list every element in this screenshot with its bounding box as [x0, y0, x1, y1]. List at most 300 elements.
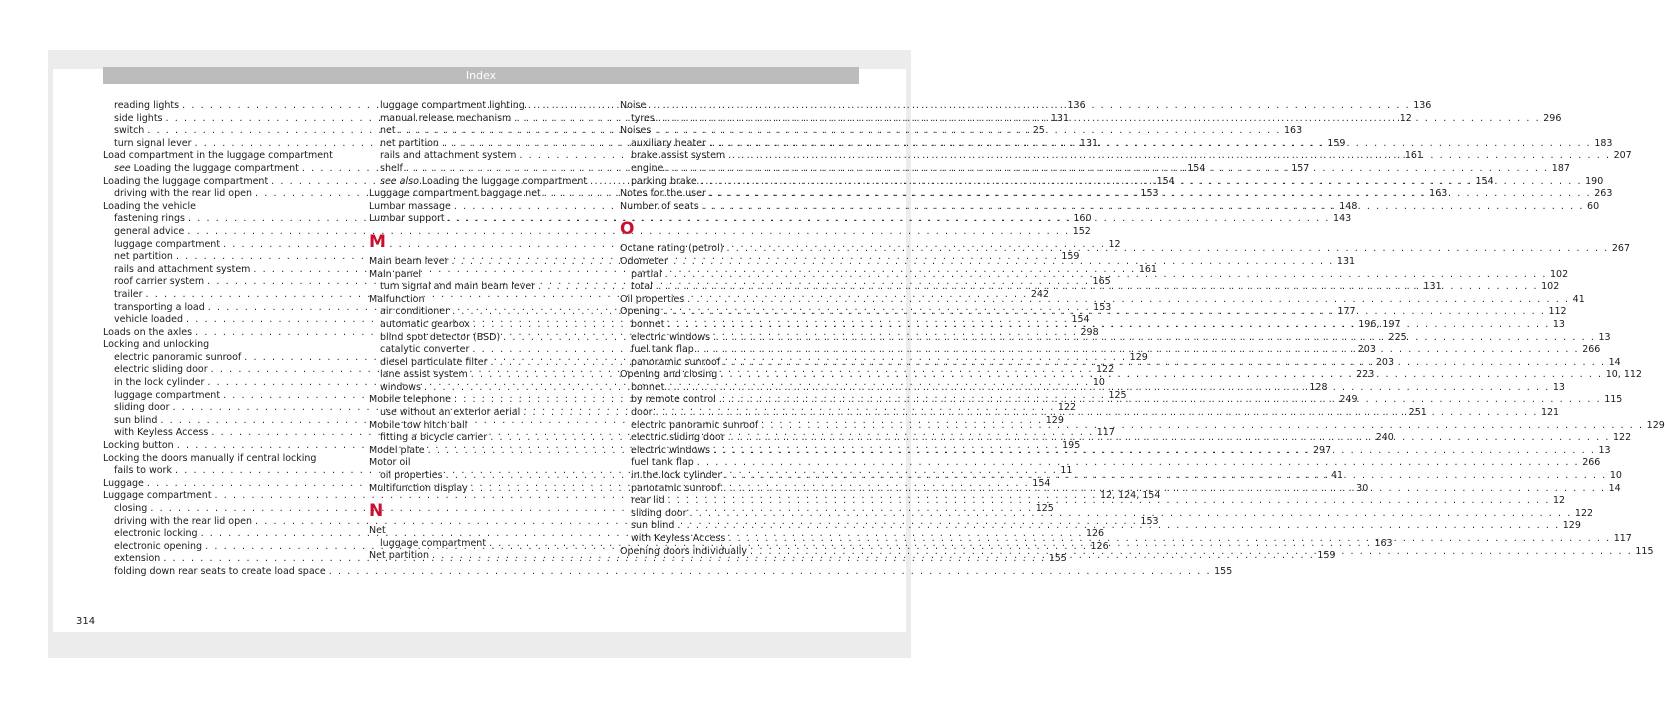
entry-text: engine — [631, 162, 664, 174]
entry-label — [380, 163, 403, 176]
dot-leader — [687, 508, 1575, 521]
entry-text: closing — [114, 503, 148, 514]
page-reference: 266 — [1582, 457, 1601, 469]
entry-label — [114, 302, 205, 315]
entry-label — [631, 520, 674, 533]
entry-text: fuel tank flap — [631, 344, 694, 356]
entry-label — [631, 138, 706, 151]
entry-label — [631, 113, 655, 126]
page-reference: 161 — [1138, 263, 1157, 275]
index-heading: Malfunction — [369, 293, 425, 305]
entry-text: sliding door — [114, 402, 170, 414]
page-reference: 12 — [1399, 112, 1412, 124]
entry-label — [114, 503, 147, 516]
entry-text: Model plate — [369, 444, 425, 456]
index-heading: Locking the doors manually if central locking — [103, 452, 317, 464]
page-reference: 11 — [1060, 465, 1073, 477]
index-heading: Loading the vehicle — [103, 200, 196, 212]
dot-leader — [655, 113, 1543, 126]
entry-text: electric sliding door — [631, 432, 725, 444]
entry-label — [380, 538, 486, 551]
index-subentry[interactable] — [620, 457, 1601, 470]
entry-label — [631, 508, 687, 521]
entry-text: use without an exterior aerial — [380, 407, 521, 419]
dot-leader — [747, 546, 1635, 559]
page-reference: 13 — [1552, 381, 1565, 393]
page-reference: 115 — [1604, 394, 1623, 406]
page-reference: 240 — [1375, 432, 1394, 444]
entry-text: luggage compartment — [380, 537, 487, 549]
dot-leader — [694, 457, 1582, 470]
page-reference: 154 — [1071, 314, 1090, 326]
entry-text: vehicle loaded — [114, 314, 184, 326]
page-reference: 163 — [1429, 188, 1448, 200]
entry-text: switch — [114, 125, 145, 137]
page-reference: 163 — [1374, 537, 1393, 549]
entry-label — [620, 201, 699, 214]
entry-label — [114, 541, 202, 554]
entry-text: catalytic converter — [380, 344, 470, 356]
entry-text: panoramic sunroof — [631, 482, 721, 494]
dot-leader — [710, 445, 1598, 458]
entry-text: luggage compartment — [114, 238, 221, 250]
dot-leader — [723, 243, 1611, 256]
entry-label — [369, 188, 541, 201]
entry-text: turn signal lever — [114, 137, 192, 149]
entry-text: fuel tank flap — [631, 457, 694, 469]
entry-text: rails and attachment system — [114, 263, 251, 275]
page-reference: 136 — [1413, 100, 1432, 111]
entry-label — [631, 470, 721, 483]
index-heading: Load compartment in the luggage compartment — [103, 150, 333, 162]
entry-text: folding down rear seats to create load space — [114, 565, 326, 577]
entry-text: partial — [631, 268, 662, 280]
entry-label — [369, 201, 451, 214]
entry-label — [114, 113, 163, 126]
page-reference: 190 — [1585, 175, 1604, 187]
page-reference: 154 — [1032, 477, 1051, 489]
entry-text: fastening rings — [114, 213, 185, 225]
page-reference: 25 — [1032, 125, 1045, 137]
entry-label — [631, 163, 663, 176]
entry-label — [103, 176, 268, 189]
entry-label — [114, 377, 204, 390]
entry-text: electric sliding door — [114, 364, 208, 376]
entry-text: transporting a load — [114, 301, 205, 313]
entry-text: lane assist system — [380, 369, 468, 381]
page-reference: 159 — [1061, 251, 1080, 263]
dot-leader — [662, 269, 1550, 282]
page-reference: 131 — [1336, 255, 1356, 267]
page-reference: 136 — [1067, 100, 1086, 111]
entry-text: net partition — [380, 137, 439, 149]
entry-label — [620, 369, 717, 382]
page-reference: 131 — [1079, 137, 1099, 149]
see-reference: see also — [380, 175, 419, 187]
entry-label — [631, 281, 653, 294]
entry-text: rear lid — [631, 495, 665, 507]
index-heading: Noise — [620, 100, 647, 111]
entry-text: with Keyless Access — [631, 533, 726, 544]
page-reference: 296 — [1543, 112, 1562, 124]
entry-text: side lights — [114, 112, 163, 124]
entry-text: Luggage — [103, 477, 144, 489]
dot-leader — [706, 188, 1594, 201]
dot-leader — [720, 357, 1608, 370]
entry-label — [380, 281, 535, 294]
index-heading: Net — [369, 525, 386, 537]
index-heading: Mobile tow hitch ball — [369, 419, 468, 431]
entry-text: electronic opening — [114, 540, 203, 552]
page-reference: 187 — [1551, 162, 1570, 174]
entry-label — [380, 113, 511, 126]
entry-label — [380, 432, 487, 445]
page-reference: 267 — [1611, 243, 1630, 255]
page-reference: 122 — [1574, 507, 1594, 519]
page-reference: 131 — [1423, 281, 1442, 293]
entry-text: general advice — [114, 225, 185, 237]
entry-label — [631, 483, 720, 496]
entry-text: in the lock cylinder — [631, 470, 722, 482]
entry-text: Main beam lever — [369, 255, 449, 267]
dot-leader — [665, 495, 1553, 508]
entry-text: Loads on the axles — [103, 326, 193, 338]
section-letter: M — [369, 231, 386, 252]
entry-label — [114, 553, 160, 566]
entry-text: auxiliary heater — [631, 137, 706, 149]
page-reference: 263 — [1594, 188, 1613, 200]
entry-label — [114, 188, 252, 201]
page-reference: 122 — [1613, 432, 1632, 444]
entry-text: luggage compartment — [114, 389, 221, 401]
page-reference: 153 — [1093, 301, 1112, 313]
entry-text: Opening — [620, 306, 661, 318]
page-reference: 159 — [1327, 137, 1346, 149]
entry-label — [620, 306, 660, 319]
entry-label — [369, 550, 429, 563]
index-heading: Odometer — [620, 255, 668, 267]
entry-label — [114, 100, 179, 113]
dot-leader — [710, 332, 1598, 345]
entry-text: Lumbar massage — [369, 200, 451, 212]
entry-text: electric panoramic sunroof — [631, 419, 759, 431]
entry-text: by remote control — [631, 394, 716, 406]
entry-label — [380, 332, 500, 345]
entry-text: Locking button — [103, 440, 174, 452]
entry-text: rails and attachment system — [380, 150, 517, 162]
page-reference: 129 — [1129, 351, 1148, 363]
entry-label — [114, 125, 144, 138]
page-reference: 143 — [1333, 213, 1352, 225]
page-reference: 115 — [1635, 545, 1654, 557]
entry-label — [114, 276, 204, 289]
entry-label — [380, 150, 516, 163]
dot-leader — [449, 256, 1337, 269]
entry-label — [620, 188, 706, 201]
page-reference: 12 — [1553, 495, 1566, 507]
entry-label — [631, 319, 664, 332]
dot-leader — [697, 176, 1585, 189]
page-reference: 14 — [1608, 482, 1621, 494]
page-reference: 121 — [1540, 407, 1560, 419]
entry-text: Mobile telephone — [369, 394, 451, 406]
entry-text: manual release mechanism — [380, 112, 512, 124]
page-reference: 10 — [1609, 470, 1622, 482]
dot-leader — [660, 306, 1548, 319]
entry-text: shelf — [380, 162, 403, 174]
entry-text: sliding door — [631, 507, 687, 519]
entry-text: sun blind — [114, 414, 158, 426]
entry-text: diesel particulate filter — [380, 356, 488, 368]
entry-label — [631, 332, 710, 345]
dot-leader — [664, 319, 1552, 332]
entry-label — [114, 352, 241, 365]
index-heading: Noises — [620, 125, 652, 137]
entry-label — [103, 440, 174, 453]
page-reference: 122 — [1096, 364, 1115, 376]
page-reference: 153 — [1140, 188, 1159, 200]
entry-text: roof carrier system — [114, 276, 205, 288]
page-reference: 10, 112 — [1605, 369, 1642, 381]
page-reference: 165 — [1092, 276, 1111, 288]
dot-leader — [684, 294, 1572, 307]
page-reference: 177 — [1337, 306, 1356, 318]
entry-text: fails to work — [114, 465, 172, 477]
entry-label — [380, 470, 443, 483]
page-reference: 297 — [1313, 444, 1332, 456]
entry-label — [114, 163, 299, 176]
entry-label — [103, 478, 144, 491]
entry-text: panoramic sunroof — [631, 356, 721, 368]
page-reference: 195 — [1062, 440, 1081, 452]
entry-text: net — [380, 125, 396, 137]
page-reference: 207 — [1613, 150, 1632, 162]
entry-text: electronic locking — [114, 528, 198, 540]
entry-label — [114, 289, 142, 302]
entry-text: electric panoramic sunroof — [114, 351, 242, 363]
page-reference: 128 — [1309, 381, 1328, 393]
entry-label — [631, 394, 716, 407]
entry-label — [114, 226, 184, 239]
page-reference: 160 — [1073, 213, 1092, 225]
page-reference: 41 — [1330, 470, 1344, 482]
dot-leader — [721, 470, 1609, 483]
page-reference: 196, 197 — [1358, 318, 1401, 330]
page-reference: 129 — [1646, 419, 1665, 431]
page-reference: 131 — [1050, 112, 1070, 124]
entry-text: brake assist system — [631, 150, 726, 162]
page-reference: 126 — [1085, 528, 1105, 540]
page-reference: 13 — [1552, 318, 1565, 330]
page-reference: 125 — [1108, 389, 1127, 401]
entry-label — [114, 239, 220, 252]
entry-label — [631, 344, 694, 357]
entry-text: Oil properties — [620, 293, 685, 305]
dot-leader — [653, 407, 1541, 420]
page-reference: 41 — [1572, 293, 1585, 305]
entry-label — [631, 407, 653, 420]
page-reference: 13 — [1598, 331, 1611, 343]
page-reference: 183 — [1594, 137, 1613, 149]
page-reference: 203 — [1357, 344, 1376, 356]
page-reference: 249 — [1339, 394, 1358, 406]
entry-text: fitting a bicycle carrier — [380, 432, 488, 444]
entry-label — [114, 402, 170, 415]
entry-text: electric windows — [631, 331, 711, 343]
entry-text: parking brake — [631, 175, 697, 187]
entry-label — [380, 138, 439, 151]
entry-label — [114, 314, 183, 327]
page-reference: 117 — [1096, 427, 1115, 439]
page-reference: 223 — [1356, 369, 1375, 381]
index-subentry[interactable] — [103, 565, 1233, 579]
dot-leader — [653, 281, 1541, 294]
entry-text: extension — [114, 553, 161, 565]
entry-label — [380, 306, 449, 319]
entry-text: bonnet — [631, 318, 665, 330]
entry-label — [369, 256, 449, 269]
entry-label — [631, 432, 725, 445]
section-letter: O — [620, 219, 635, 240]
dot-leader — [725, 150, 1613, 163]
entry-text: net partition — [114, 251, 173, 263]
entry-label — [114, 566, 326, 579]
dot-leader — [720, 483, 1608, 496]
entry-text: driving with the rear lid open — [114, 188, 253, 200]
page-reference: 203 — [1375, 356, 1395, 368]
entry-label — [380, 357, 487, 370]
entry-text: Notes for the user — [620, 188, 706, 200]
entry-label — [631, 269, 662, 282]
dot-leader — [445, 213, 1333, 226]
dot-leader — [663, 163, 1551, 176]
page-reference: 148 — [1339, 200, 1358, 212]
entry-text: Loading the luggage compartment — [421, 175, 588, 187]
dot-leader — [758, 420, 1646, 433]
entry-text: Net partition — [369, 550, 430, 562]
page-reference: 13 — [1598, 444, 1611, 456]
entry-text: automatic gearbox — [380, 318, 470, 330]
entry-text: driving with the rear lid open — [114, 515, 253, 527]
index-heading: Motor oil — [369, 457, 411, 469]
entry-text: with Keyless Access — [114, 427, 209, 439]
page-reference: 154 — [1156, 175, 1175, 187]
entry-text: windows — [380, 381, 421, 393]
entry-text: electric windows — [631, 444, 711, 456]
entry-label — [631, 495, 665, 508]
page-reference: 126 — [1090, 540, 1109, 552]
page-reference: 159 — [1317, 550, 1336, 562]
entry-label — [631, 420, 758, 433]
page-reference: 14 — [1608, 356, 1621, 368]
entry-label — [103, 490, 212, 503]
entry-label — [369, 445, 425, 458]
entry-label — [631, 445, 710, 458]
entry-text: Luggage compartment — [103, 490, 212, 502]
entry-text: in the lock cylinder — [114, 377, 205, 389]
entry-label — [114, 465, 172, 478]
page-reference: 155 — [1214, 565, 1233, 577]
entry-label — [114, 251, 173, 264]
page-reference: 154 — [1475, 175, 1494, 187]
entry-text: Luggage compartment baggage net — [369, 188, 541, 200]
page-reference: 157 — [1291, 162, 1310, 174]
entry-label — [631, 357, 720, 370]
entry-label — [620, 294, 684, 307]
entry-text: reading lights — [114, 100, 180, 111]
page-reference: 125 — [1035, 503, 1054, 514]
entry-label — [380, 319, 470, 332]
entry-text: bonnet — [631, 381, 665, 393]
dot-leader — [699, 201, 1587, 214]
page-reference: 251 — [1408, 407, 1427, 419]
page-reference: 242 — [1030, 288, 1050, 300]
entry-text: blind spot detector (BSD) — [380, 331, 501, 343]
page-reference: 153 — [1140, 515, 1159, 527]
entry-label — [114, 415, 157, 428]
entry-text: door — [631, 407, 653, 419]
entry-label — [369, 213, 445, 226]
dot-leader — [664, 382, 1552, 395]
entry-label — [114, 528, 198, 541]
entry-label — [369, 483, 468, 496]
entry-label — [631, 382, 664, 395]
entry-text: Loading the luggage compartment — [103, 175, 269, 187]
entry-text: tyres — [631, 112, 655, 124]
page-reference: 266 — [1582, 344, 1601, 356]
entry-label — [114, 390, 220, 403]
entry-text: Lumbar support — [369, 213, 445, 225]
entry-label — [380, 176, 587, 189]
page-number: 314 — [76, 616, 96, 627]
dot-leader — [706, 138, 1594, 151]
page-reference: 129 — [1045, 414, 1064, 426]
entry-label — [114, 213, 185, 226]
index-subentry[interactable] — [103, 225, 1091, 239]
page-reference: 10 — [1092, 377, 1105, 389]
entry-text: Octane rating (petrol) — [620, 243, 724, 255]
page-reference: 152 — [1072, 225, 1091, 237]
dot-leader — [716, 394, 1604, 407]
dot-leader — [725, 533, 1613, 546]
entry-label — [631, 457, 694, 470]
entry-label — [380, 100, 525, 113]
entry-text: Loading the luggage compartment — [133, 162, 299, 174]
dot-leader — [674, 520, 1562, 533]
entry-text: trailer — [114, 288, 143, 300]
entry-text: turn signal and main beam lever — [380, 281, 536, 293]
page-reference: 12, 124, 154 — [1099, 490, 1161, 502]
entry-label — [620, 243, 723, 256]
entry-text: sun blind — [631, 520, 675, 532]
entry-label — [380, 344, 469, 357]
page-reference: 163 — [1283, 125, 1303, 137]
page-reference: 30 — [1356, 482, 1369, 494]
entry-label — [380, 125, 396, 138]
page-reference: 117 — [1613, 533, 1632, 544]
page-reference: 122 — [1057, 402, 1077, 414]
entry-text: luggage compartment lighting — [380, 100, 525, 111]
page-reference: 129 — [1562, 520, 1581, 532]
entry-text: Opening and closing — [620, 369, 718, 381]
entry-text: Multifunction display — [369, 482, 468, 494]
entry-label — [114, 138, 192, 151]
page-reference: 155 — [1048, 553, 1067, 565]
page-reference: 102 — [1549, 268, 1569, 280]
entry-label — [631, 150, 725, 163]
entry-label — [380, 382, 421, 395]
index-heading: Locking and unlocking — [103, 339, 210, 351]
